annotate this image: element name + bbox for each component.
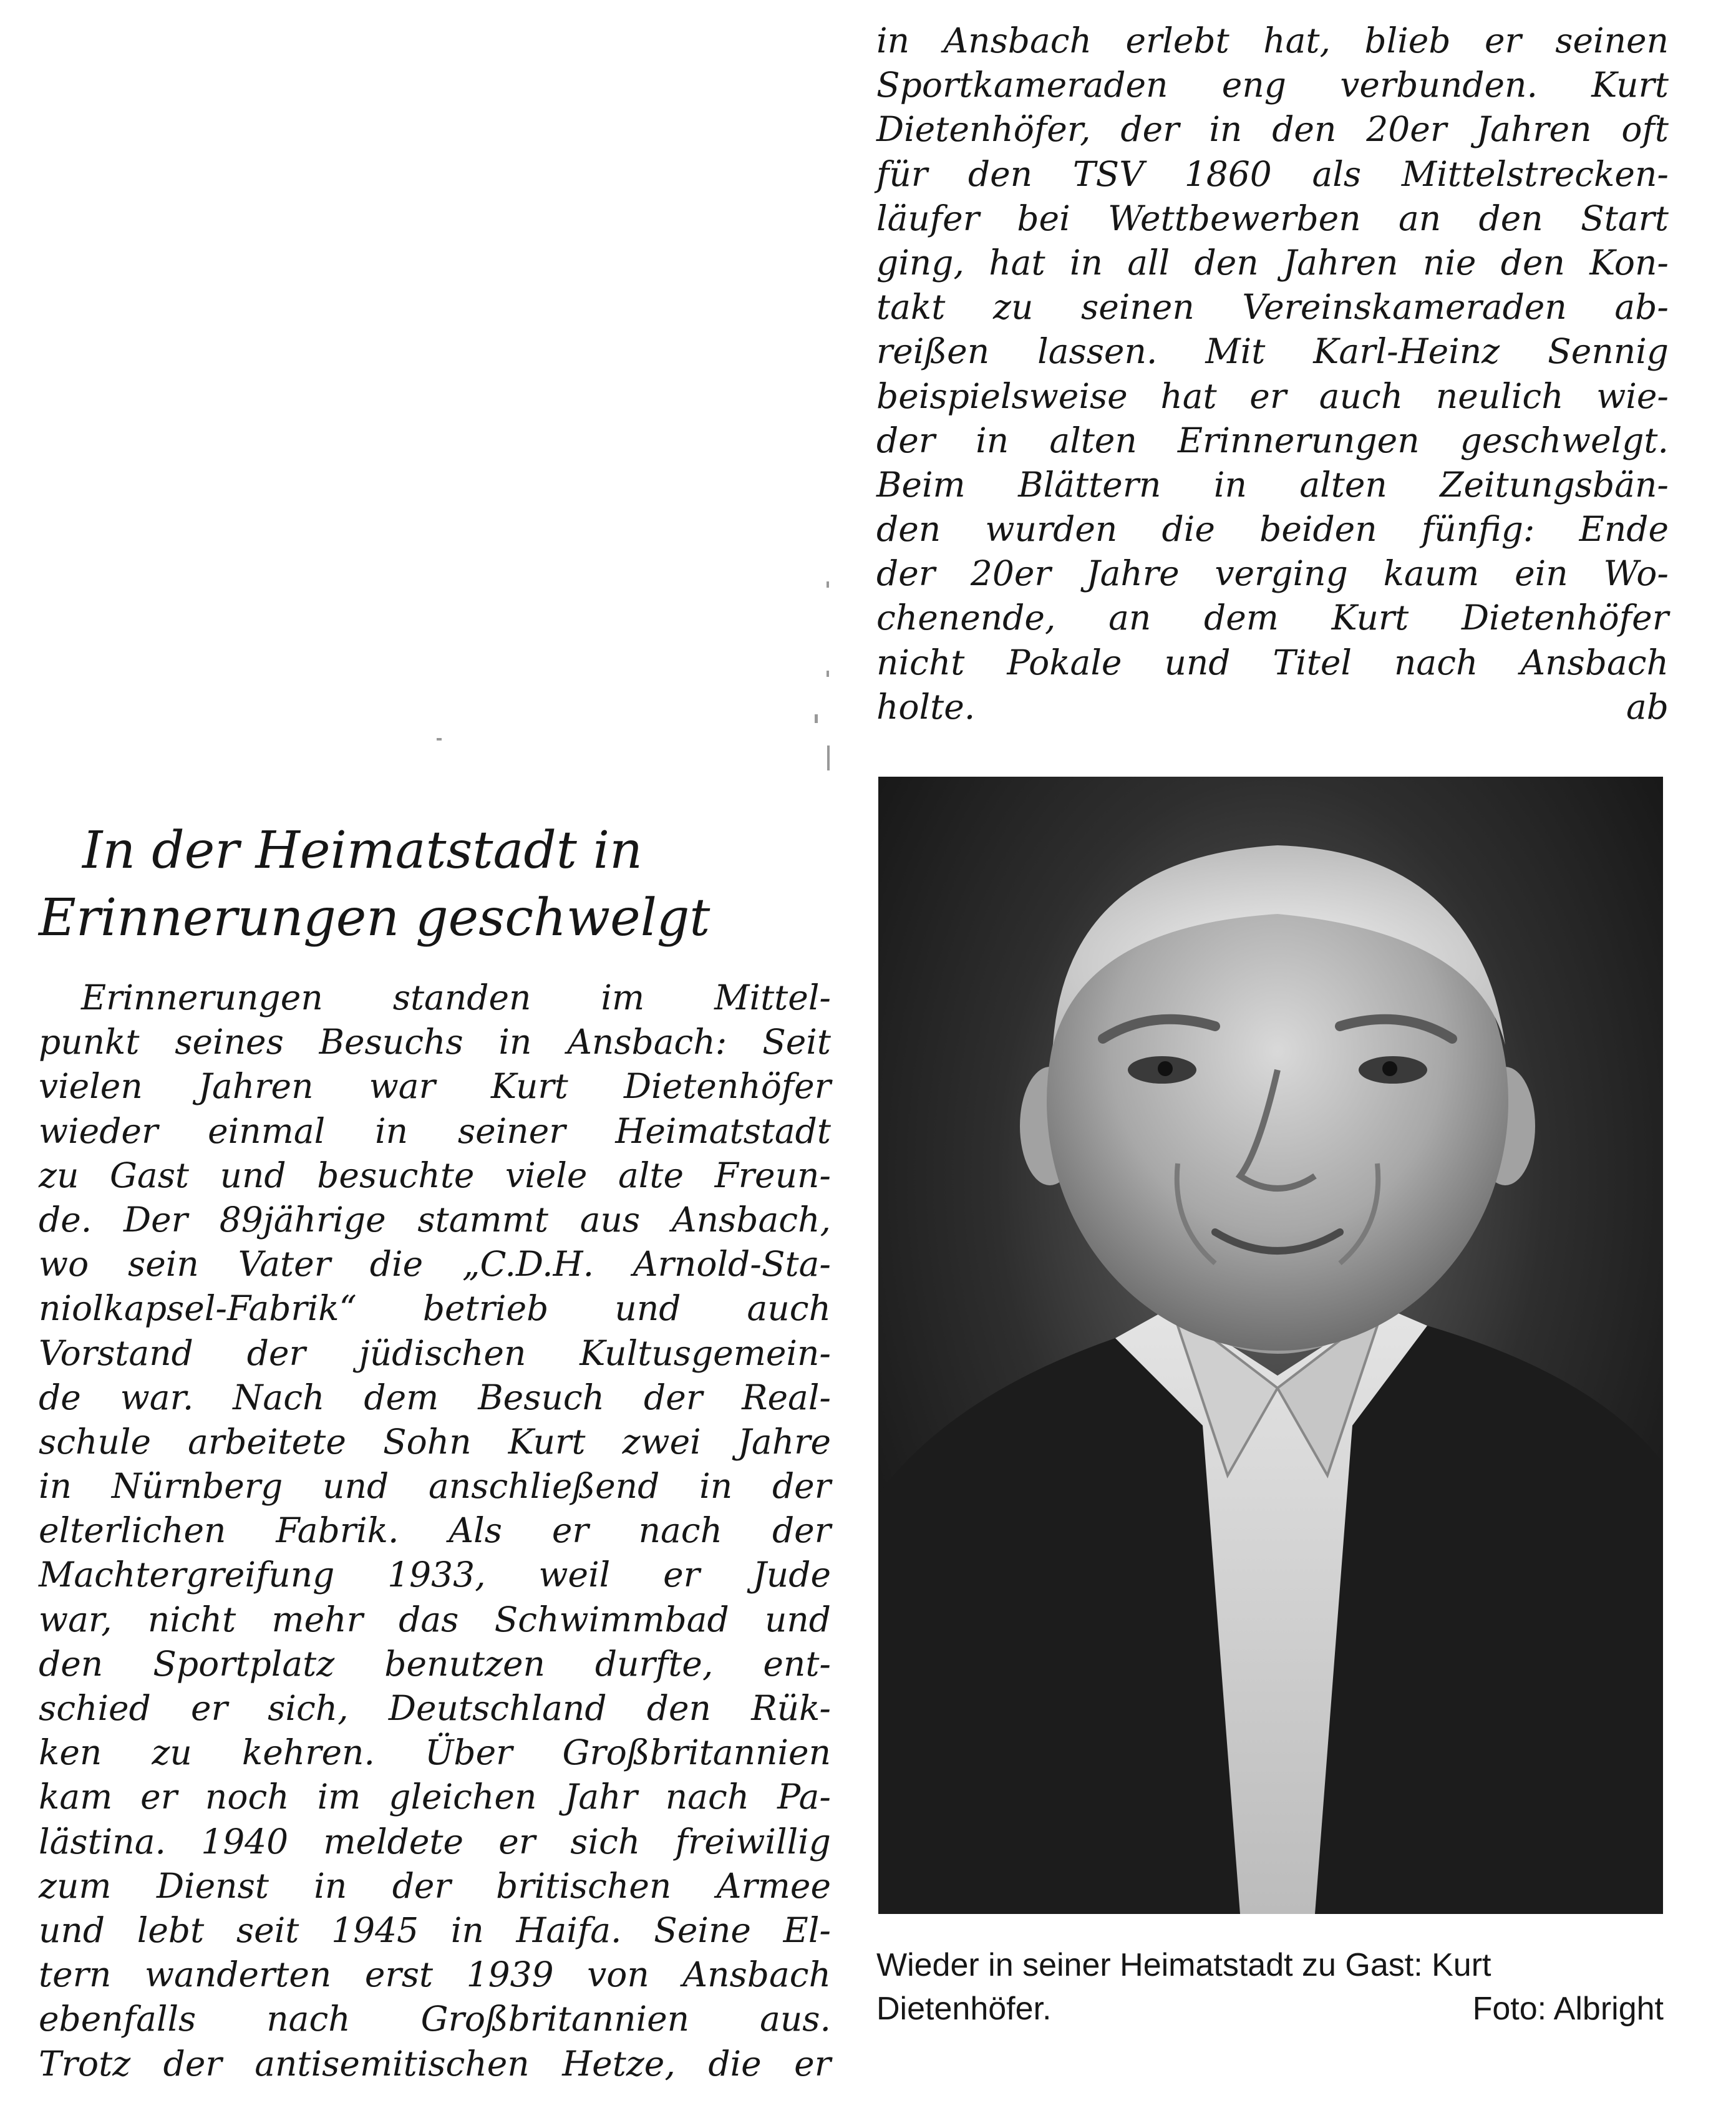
text-line: elterlichen Fabrik. Als er nach der <box>39 1510 831 1551</box>
text-line: Vorstand der jüdischen Kultusgemein- <box>39 1333 831 1373</box>
author-initials: ab <box>1626 686 1669 727</box>
text-line: läufer bei Wettbewerben an den Start <box>876 198 1669 238</box>
separator-speck <box>437 738 442 741</box>
text-line: ken zu kehren. Über Großbritannien <box>39 1732 831 1773</box>
text-line: de war. Nach dem Besuch der Real- <box>39 1377 831 1417</box>
text-line: Beim Blättern in alten Zeitungsbän- <box>876 464 1669 505</box>
text-line: schied er sich, Deutschland den Rük- <box>39 1688 831 1728</box>
text-line: Dietenhöfer, der in den 20er Jahren oft <box>876 109 1669 150</box>
text-line: lästina. 1940 meldete er sich freiwillig <box>39 1821 831 1862</box>
text-line: tern wanderten erst 1939 von Ansbach <box>39 1955 831 1995</box>
text-line: kam er noch im gleichen Jahr nach Pa- <box>39 1777 831 1817</box>
text-line: den wurden die beiden fünfig: Ende <box>876 509 1669 550</box>
text-line: zum Dienst in der britischen Armee <box>39 1865 831 1906</box>
caption-line-1: Wieder in seiner Heimatstadt zu Gast: Kurt <box>876 1947 1491 1983</box>
text-line: vielen Jahren war Kurt Dietenhöfer <box>39 1066 831 1107</box>
portrait-photo <box>878 777 1663 1914</box>
separator-speck <box>815 714 818 723</box>
headline-line-2: Erinnerungen geschwelgt <box>39 888 710 948</box>
text-line: wieder einmal in seiner Heimatstadt <box>39 1110 831 1151</box>
text-line: Sportkameraden eng verbunden. Kurt <box>876 65 1669 105</box>
text-line: der 20er Jahre verging kaum ein Wo- <box>876 553 1669 594</box>
separator-speck <box>827 671 829 677</box>
caption-line-2 <box>876 1987 1664 2031</box>
caption-subject: Dietenhöfer. <box>876 1991 1052 2027</box>
separator-speck <box>827 746 830 770</box>
text-line: chenende, an dem Kurt Dietenhöfer <box>876 598 1669 638</box>
text-line: de. Der 89jährige stammt aus Ansbach, <box>39 1199 831 1240</box>
text-line: in Nürnberg und anschließend in der <box>39 1466 831 1507</box>
text-line: reißen lassen. Mit Karl-Heinz Sennig <box>876 331 1669 372</box>
text-line: zu Gast und besuchte viele alte Freun- <box>39 1155 831 1195</box>
text-line: niolkapsel-Fabrik“ betrieb und auch <box>39 1288 831 1329</box>
text-line: ging, hat in all den Jahren nie den Kon- <box>876 242 1669 283</box>
text-line: wo sein Vater die „C.D.H. Arnold-Sta- <box>39 1244 831 1285</box>
text-line: schule arbeitete Sohn Kurt zwei Jahre <box>39 1421 831 1462</box>
text-line: punkt seines Besuchs in Ansbach: Seit <box>39 1022 831 1062</box>
text-line: beispielsweise hat er auch neulich wie- <box>876 376 1669 416</box>
text-line-last <box>876 685 1669 729</box>
text-line: für den TSV 1860 als Mittelstrecken- <box>876 153 1669 194</box>
portrait-illustration <box>878 777 1663 1914</box>
photo-caption <box>876 1943 1664 2031</box>
text-line: Trotz der antisemitischen Hetze, die er <box>39 2043 831 2084</box>
text-line: war, nicht mehr das Schwimmbad und <box>39 1599 831 1639</box>
text-line: ebenfalls nach Großbritannien aus. <box>39 1999 831 2039</box>
headline-line-1: In der Heimatstadt in <box>82 821 643 880</box>
text-line-end: holte. <box>876 686 976 727</box>
text-line: in Ansbach erlebt hat, blieb er seinen <box>876 21 1669 61</box>
separator-speck <box>827 581 829 588</box>
article <box>39 817 831 2086</box>
text-line: Erinnerungen standen im Mittel- <box>81 978 831 1018</box>
text-line: und lebt seit 1945 in Haifa. Seine El- <box>39 1910 831 1950</box>
continued-article-text <box>876 19 1669 729</box>
text-line: der in alten Erinnerungen geschwelgt. <box>876 420 1669 460</box>
text-line: den Sportplatz benutzen durfte, ent- <box>39 1643 831 1684</box>
article-body <box>39 976 831 2086</box>
photo-credit: Foto: Albright <box>1472 1991 1664 2027</box>
text-line: takt zu seinen Vereinskameraden ab- <box>876 287 1669 328</box>
text-line: Machtergreifung 1933, weil er Jude <box>39 1555 831 1595</box>
text-line: nicht Pokale und Titel nach Ansbach <box>876 642 1669 682</box>
